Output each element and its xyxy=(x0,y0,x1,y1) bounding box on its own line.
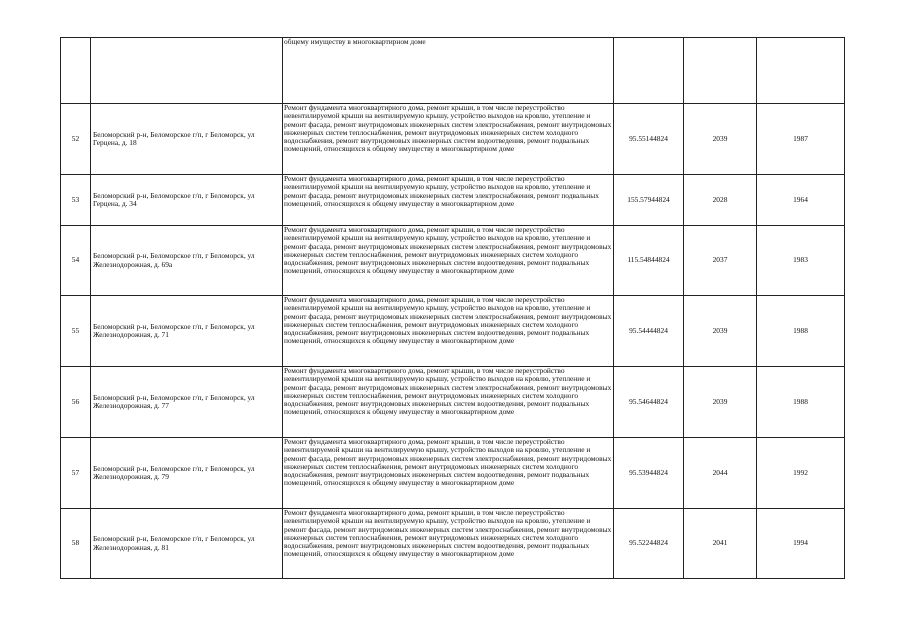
row-build-year: 1988 xyxy=(757,367,845,438)
row-works: Ремонт фундамента многоквартирного дома, ремонт крыши, в том числе переустройство невентилируемой крыши на вентилируемую крышу, устройство выходов на кровлю, утепление и ремонт фасада, ремонт внутридомовых инженерных систем электроснабжения, ремонт внутридомовых инженерных систем теплоснабжения, ремонт внутридомовых инженерных систем холодного водоснабжения, ремонт внутридомовых инженерных систем водоотведения, ремонт подвальных помещений, относящихся к общему имуществу в многоквартирном доме xyxy=(283,438,614,509)
table-row xyxy=(61,38,845,104)
row-build-year: 1988 xyxy=(757,296,845,367)
row-plan-year: 2041 xyxy=(684,509,757,579)
row-build-year: 1964 xyxy=(757,175,845,226)
row-build-year: 1994 xyxy=(757,509,845,579)
table-row xyxy=(61,104,845,175)
row-cost: 95.54644824 xyxy=(614,367,684,438)
row-plan-year: 2039 xyxy=(684,367,757,438)
row-number: 57 xyxy=(61,438,91,509)
row-plan-year: 2037 xyxy=(684,226,757,296)
row-build-year: 1983 xyxy=(757,226,845,296)
row-build-year: 1987 xyxy=(757,104,845,175)
row-build-year: 1992 xyxy=(757,438,845,509)
row-address: Беломорский р-н, Беломорское г/п, г Беломорск, ул Герцена, д. 18 xyxy=(91,104,283,175)
table-row xyxy=(61,367,845,438)
row-address: Беломорский р-н, Беломорское г/п, г Беломорск, ул Железнодорожная, д. 69а xyxy=(91,226,283,296)
table-row xyxy=(61,438,845,509)
row-cost xyxy=(614,38,684,104)
row-cost: 155.57944824 xyxy=(614,175,684,226)
row-address: Беломорский р-н, Беломорское г/п, г Беломорск, ул Железнодорожная, д. 77 xyxy=(91,367,283,438)
capital-repair-table xyxy=(60,37,845,579)
row-cost: 95.52244824 xyxy=(614,509,684,579)
row-number: 55 xyxy=(61,296,91,367)
row-number xyxy=(61,38,91,104)
row-plan-year: 2028 xyxy=(684,175,757,226)
row-number: 54 xyxy=(61,226,91,296)
row-number: 56 xyxy=(61,367,91,438)
row-works: Ремонт фундамента многоквартирного дома, ремонт крыши, в том числе переустройство невентилируемой крыши на вентилируемую крышу, устройство выходов на кровлю, утепление и ремонт фасада, ремонт внутридомовых инженерных систем электроснабжения, ремонт внутридомовых инженерных систем теплоснабжения, ремонт внутридомовых инженерных систем холодного водоснабжения, ремонт внутридомовых инженерных систем водоотведения, ремонт подвальных помещений, относящихся к общему имуществу в многоквартирном доме xyxy=(283,509,614,579)
row-plan-year: 2039 xyxy=(684,296,757,367)
row-works: Ремонт фундамента многоквартирного дома, ремонт крыши, в том числе переустройство невентилируемой крыши на вентилируемую крышу, устройство выходов на кровлю, утепление и ремонт фасада, ремонт внутридомовых инженерных систем электроснабжения, ремонт внутридомовых инженерных систем теплоснабжения, ремонт внутридомовых инженерных систем холодного водоснабжения, ремонт внутридомовых инженерных систем водоотведения, ремонт подвальных помещений, относящихся к общему имуществу в многоквартирном доме xyxy=(283,104,614,175)
row-cost: 95.55144824 xyxy=(614,104,684,175)
row-works: Ремонт фундамента многоквартирного дома, ремонт крыши, в том числе переустройство невентилируемой крыши на вентилируемую крышу, устройство выходов на кровлю, утепление и ремонт фасада, ремонт внутридомовых инженерных систем электроснабжения, ремонт подвальных помещений, относящихся к общему имуществу в многоквартирном доме xyxy=(283,175,614,226)
row-cost: 115.54844824 xyxy=(614,226,684,296)
row-build-year xyxy=(757,38,845,104)
row-address: Беломорский р-н, Беломорское г/п, г Беломорск, ул Герцена, д. 34 xyxy=(91,175,283,226)
row-works: общему имуществу в многоквартирном доме xyxy=(283,38,614,104)
row-works: Ремонт фундамента многоквартирного дома, ремонт крыши, в том числе переустройство невентилируемой крыши на вентилируемую крышу, устройство выходов на кровлю, утепление и ремонт фасада, ремонт внутридомовых инженерных систем электроснабжения, ремонт внутридомовых инженерных систем теплоснабжения, ремонт внутридомовых инженерных систем холодного водоснабжения, ремонт внутридомовых инженерных систем водоотведения, ремонт подвальных помещений, относящихся к общему имуществу в многоквартирном доме xyxy=(283,367,614,438)
row-plan-year: 2039 xyxy=(684,104,757,175)
row-works: Ремонт фундамента многоквартирного дома, ремонт крыши, в том числе переустройство невентилируемой крыши на вентилируемую крышу, устройство выходов на кровлю, утепление и ремонт фасада, ремонт внутридомовых инженерных систем электроснабжения, ремонт внутридомовых инженерных систем теплоснабжения, ремонт внутридомовых инженерных систем холодного водоснабжения, ремонт внутридомовых инженерных систем водоотведения, ремонт подвальных помещений, относящихся к общему имуществу в многоквартирном доме xyxy=(283,296,614,367)
row-plan-year xyxy=(684,38,757,104)
row-number: 52 xyxy=(61,104,91,175)
table-row xyxy=(61,509,845,579)
row-plan-year: 2044 xyxy=(684,438,757,509)
table-row xyxy=(61,226,845,296)
row-works: Ремонт фундамента многоквартирного дома, ремонт крыши, в том числе переустройство невентилируемой крыши на вентилируемую крышу, устройство выходов на кровлю, утепление и ремонт фасада, ремонт внутридомовых инженерных систем электроснабжения, ремонт внутридомовых инженерных систем теплоснабжения, ремонт внутридомовых инженерных систем холодного водоснабжения, ремонт внутридомовых инженерных систем водоотведения, ремонт подвальных помещений, относящихся к общему имуществу в многоквартирном доме xyxy=(283,226,614,296)
table-row xyxy=(61,296,845,367)
row-address: Беломорский р-н, Беломорское г/п, г Беломорск, ул Железнодорожная, д. 81 xyxy=(91,509,283,579)
row-address: Беломорский р-н, Беломорское г/п, г Беломорск, ул Железнодорожная, д. 71 xyxy=(91,296,283,367)
row-cost: 95.54444824 xyxy=(614,296,684,367)
row-number: 53 xyxy=(61,175,91,226)
table-row xyxy=(61,175,845,226)
row-cost: 95.53944824 xyxy=(614,438,684,509)
row-address: Беломорский р-н, Беломорское г/п, г Беломорск, ул Железнодорожная, д. 79 xyxy=(91,438,283,509)
row-number: 58 xyxy=(61,509,91,579)
row-address xyxy=(91,38,283,104)
